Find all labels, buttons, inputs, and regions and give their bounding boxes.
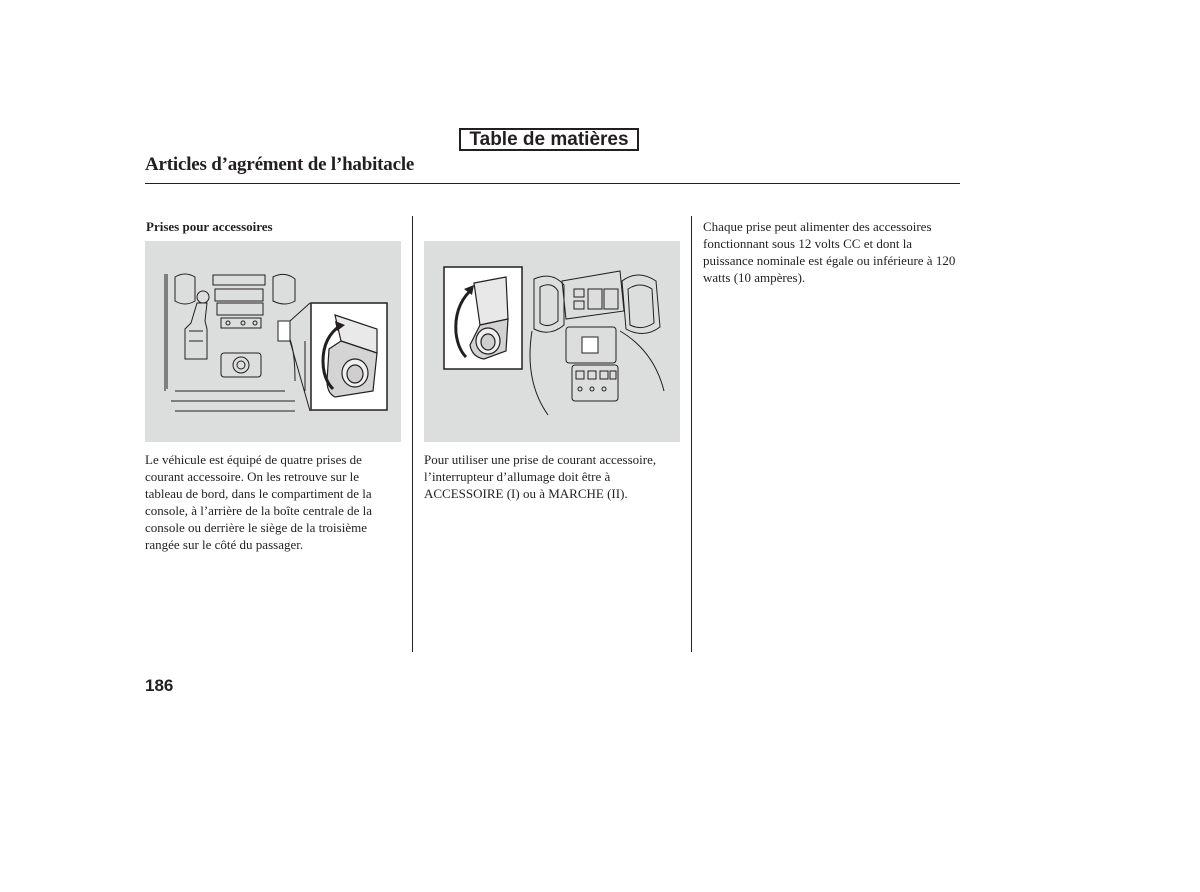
dashboard-socket-illustration <box>424 241 680 442</box>
column-divider-right <box>691 216 692 652</box>
section-heading: Prises pour accessoires <box>146 219 273 234</box>
console-socket-illustration <box>145 241 401 442</box>
middle-column-text: Pour utiliser une prise de courant accessoire, l’interrupteur d’allumage doit être à ACCESSOIRE (I) ou à MARCHE (II). <box>424 452 657 501</box>
table-of-contents-button[interactable]: Table de matières <box>459 128 639 151</box>
left-column-text: Le véhicule est équipé de quatre prises de courant accessoire. On les retrouve sur le tableau de bord, dans le compartiment de la console, à l’arrière de la boîte centrale de la console ou derrière le siège de la troisième rangée sur le côté du passager. <box>145 452 373 552</box>
right-column-text: Chaque prise peut alimenter des accessoires fonctionnant sous 12 volts CC et dont la puissance nominale est égale ou inférieure à 120 watts (10 ampères). <box>703 219 956 285</box>
page-number: 186 <box>145 676 174 695</box>
column-divider-left <box>412 216 413 652</box>
page-title: Articles d’agrément de l’habitacle <box>145 154 415 175</box>
header-rule <box>145 183 960 184</box>
